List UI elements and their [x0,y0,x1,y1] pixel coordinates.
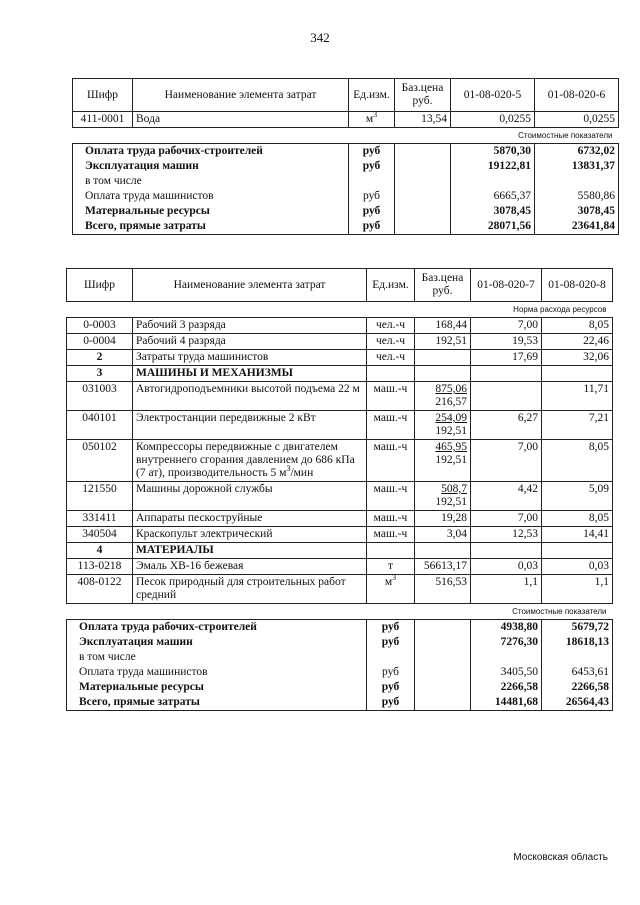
summary-value-1: 4938,80 [471,620,542,636]
row-code: 113-0218 [67,559,133,575]
row-unit [367,366,415,382]
row-code: 0-0003 [67,318,133,334]
price-value: 508,7 [441,483,467,495]
price-value-2: 192,51 [435,496,467,508]
row-value-2: 14,41 [542,527,613,543]
summary-value-2: 18618,13 [542,635,613,650]
page-number: 342 [310,30,330,45]
table-row [67,575,613,604]
row-name: МАШИНЫ И МЕХАНИЗМЫ [133,366,367,382]
row-value-1: 12,53 [471,527,542,543]
row-value-2: 8,05 [542,511,613,527]
summary-row [73,219,619,235]
summary-name: в том числе [67,650,367,665]
summary-price [415,695,471,711]
summary-name: Всего, прямые затраты [73,219,349,235]
summary-price [395,204,451,219]
row-value-1 [471,382,542,411]
row-price: 192,51 [415,334,471,350]
price-value: 465,95 [435,441,467,453]
row-value-2: 5,09 [542,482,613,511]
price-value-2: 192,51 [435,454,467,466]
summary-unit: руб [367,620,415,636]
summary-name: Оплата труда рабочих-строителей [73,144,349,160]
table-row [73,112,619,128]
summary-value-2: 26564,43 [542,695,613,711]
row-code: 408-0122 [67,575,133,604]
unit-superscript: 3 [286,464,291,474]
row-price [415,382,471,411]
summary-unit: руб [367,680,415,695]
row-price: 3,04 [415,527,471,543]
summary-name: Оплата труда машинистов [67,665,367,680]
summary-value-2: 6453,61 [542,665,613,680]
row-code: 121550 [67,482,133,511]
footer-region: Московская область [513,852,608,863]
summary-value-2: 5580,86 [535,189,619,204]
row-price: 19,28 [415,511,471,527]
row-code: 2 [67,350,133,366]
cost-table-1 [72,78,619,235]
summary-value-1: 5870,30 [451,144,535,160]
summary-price [395,159,451,174]
summary-value-1: 2266,58 [471,680,542,695]
summary-value-2: 5679,72 [542,620,613,636]
summary-name: Эксплуатация машин [67,635,367,650]
row-value-2: 7,21 [542,411,613,440]
header-col1: 01-08-020-7 [471,269,542,302]
summary-value-1: 28071,56 [451,219,535,235]
summary-row [73,159,619,174]
table-row [67,559,613,575]
row-name: Автогидроподъемники высотой подъема 22 м [133,382,367,411]
row-value-1: 1,1 [471,575,542,604]
header-name: Наименование элемента затрат [133,269,367,302]
cost-table-2 [66,268,613,711]
summary-value-1 [471,650,542,665]
summary-unit: руб [349,204,395,219]
row-name: Машины дорожной службы [133,482,367,511]
summary-value-1: 3405,50 [471,665,542,680]
summary-value-2: 2266,58 [542,680,613,695]
row-unit: чел.-ч [367,334,415,350]
summary-row [73,204,619,219]
row-name: Песок природный для строительных работ средний [133,575,367,604]
price-value-2: 192,51 [435,425,467,437]
section-label-row [67,302,613,318]
summary-price [415,650,471,665]
summary-name: Материальные ресурсы [73,204,349,219]
row-price: 516,53 [415,575,471,604]
header-price: Баз.цена руб. [395,79,451,112]
row-name: Аппараты пескоструйные [133,511,367,527]
section-label: Стоимостные показатели [518,131,613,140]
summary-unit [367,650,415,665]
summary-unit: руб [367,665,415,680]
price-value: 875,06 [435,383,467,395]
summary-unit: руб [349,219,395,235]
row-price: 13,54 [395,112,451,128]
summary-unit: руб [367,695,415,711]
summary-name: Эксплуатация машин [73,159,349,174]
row-unit: чел.-ч [367,350,415,366]
table-row [67,350,613,366]
row-price [415,543,471,559]
row-code: 031003 [67,382,133,411]
row-value-2: 0,03 [542,559,613,575]
row-price [415,366,471,382]
price-value: 254,09 [435,412,467,424]
summary-price [415,680,471,695]
row-value-1: 6,27 [471,411,542,440]
row-price [415,482,471,511]
header-code: Шифр [73,79,133,112]
price-value-2: 216,57 [435,396,467,408]
row-unit: $м^3$ [367,575,415,604]
row-price [415,350,471,366]
row-unit: маш.-ч [367,382,415,411]
row-code: 0-0004 [67,334,133,350]
row-value-2: 8,05 [542,440,613,482]
header-price: Баз.цена руб. [415,269,471,302]
table-row [67,411,613,440]
row-code: 340504 [67,527,133,543]
header-col2: 01-08-020-8 [542,269,613,302]
group-row [67,543,613,559]
summary-price [395,219,451,235]
summary-value-1: 19122,81 [451,159,535,174]
summary-price [395,189,451,204]
row-code: 3 [67,366,133,382]
table-row [67,440,613,482]
summary-value-1: 3078,45 [451,204,535,219]
unit-superscript: 3 [392,573,397,583]
row-name: Эмаль ХВ-16 бежевая [133,559,367,575]
header-unit: Ед.изм. [367,269,415,302]
summary-value-1: 7276,30 [471,635,542,650]
summary-value-2 [535,174,619,189]
summary-value-1: 14481,68 [471,695,542,711]
summary-value-1: 6665,37 [451,189,535,204]
summary-row [67,695,613,711]
row-value-1: 4,42 [471,482,542,511]
row-value-1: 19,53 [471,334,542,350]
row-name: МАТЕРИАЛЫ [133,543,367,559]
table-row [67,382,613,411]
row-code: 411-0001 [73,112,133,128]
summary-unit: руб [349,189,395,204]
summary-price [395,174,451,189]
header-unit: Ед.изм. [349,79,395,112]
header-col2: 01-08-020-6 [535,79,619,112]
summary-value-2: 3078,45 [535,204,619,219]
summary-row [67,620,613,636]
group-row [67,366,613,382]
section-label-row [73,128,619,144]
summary-value-2: 6732,02 [535,144,619,160]
row-code: 331411 [67,511,133,527]
row-value-2: 11,71 [542,382,613,411]
summary-row [67,665,613,680]
row-price: 56613,17 [415,559,471,575]
row-unit: маш.-ч [367,511,415,527]
summary-price [415,665,471,680]
table-row [67,482,613,511]
summary-row [67,635,613,650]
row-code: 4 [67,543,133,559]
row-unit: $м^3$ [349,112,395,128]
row-name: Рабочий 4 разряда [133,334,367,350]
summary-name: Материальные ресурсы [67,680,367,695]
row-value-1 [471,366,542,382]
section-label: Норма расхода ресурсов [513,305,607,314]
table-row [67,334,613,350]
section-label: Стоимостные показатели [512,607,607,616]
row-name: Вода [133,112,349,128]
header-name: Наименование элемента затрат [133,79,349,112]
summary-row [73,174,619,189]
header-row [73,79,619,112]
row-unit: маш.-ч [367,411,415,440]
row-unit: маш.-ч [367,527,415,543]
row-value-1 [471,543,542,559]
row-price [415,411,471,440]
summary-unit: руб [349,144,395,160]
summary-unit: руб [349,159,395,174]
summary-unit: руб [367,635,415,650]
header-col1: 01-08-020-5 [451,79,535,112]
row-unit: маш.-ч [367,440,415,482]
row-value-2: 0,0255 [535,112,619,128]
row-value-2: 8,05 [542,318,613,334]
summary-value-1 [451,174,535,189]
summary-name: Всего, прямые затраты [67,695,367,711]
row-value-2 [542,543,613,559]
summary-unit [349,174,395,189]
row-name: Электростанции передвижные 2 кВт [133,411,367,440]
row-price: 168,44 [415,318,471,334]
row-name: Компрессоры передвижные с двигателем внутреннего сгорания давлением до 686 кПа (7 ат), производительность 5 $м^3$/мин [133,440,367,482]
summary-name: Оплата труда рабочих-строителей [67,620,367,636]
row-value-2: 32,06 [542,350,613,366]
summary-value-2: 13831,37 [535,159,619,174]
row-value-1: 0,0255 [451,112,535,128]
summary-price [415,635,471,650]
summary-name: в том числе [73,174,349,189]
summary-value-2 [542,650,613,665]
table-row [67,527,613,543]
row-value-2 [542,366,613,382]
row-value-1: 7,00 [471,318,542,334]
row-value-2: 1,1 [542,575,613,604]
row-unit: т [367,559,415,575]
row-price [415,440,471,482]
summary-name: Оплата труда машинистов [73,189,349,204]
summary-price [395,144,451,160]
summary-row [73,189,619,204]
row-value-1: 0,03 [471,559,542,575]
summary-price [415,620,471,636]
row-name: Краскопульт электрический [133,527,367,543]
table-row [67,318,613,334]
summary-row [73,144,619,160]
row-unit: чел.-ч [367,318,415,334]
row-name: Затраты труда машинистов [133,350,367,366]
header-row [67,269,613,302]
summary-row [67,650,613,665]
row-value-1: 17,69 [471,350,542,366]
header-code: Шифр [67,269,133,302]
row-code: 040101 [67,411,133,440]
section-label-row [67,604,613,620]
row-value-1: 7,00 [471,511,542,527]
row-code: 050102 [67,440,133,482]
row-unit: маш.-ч [367,482,415,511]
summary-value-2: 23641,84 [535,219,619,235]
table-row [67,511,613,527]
unit-superscript: 3 [373,110,378,120]
row-unit [367,543,415,559]
row-name: Рабочий 3 разряда [133,318,367,334]
row-value-2: 22,46 [542,334,613,350]
row-value-1: 7,00 [471,440,542,482]
summary-row [67,680,613,695]
